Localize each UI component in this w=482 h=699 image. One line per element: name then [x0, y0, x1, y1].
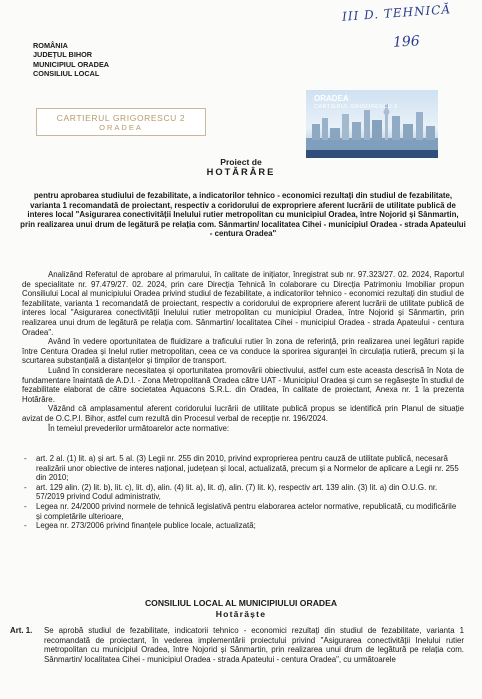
- list-item: - Legea nr. 24/2000 privind normele de tehnică legislativă pentru elaborarea actelor normative, republicată, cu modificările și completările ulterioare,: [24, 501, 457, 521]
- list-item-text: Legea nr. 24/2000 privind normele de tehnică legislativă pentru elaborarea actelor normative, republicată, cu modificările și completările ulterioare,: [36, 501, 457, 521]
- handwritten-number: 196: [392, 33, 421, 51]
- logo-left-line2: ORADEA: [99, 122, 143, 132]
- logo-right-line1: ORADEA: [314, 94, 349, 103]
- list-item-text: art. 129 alin. (2) lit. b), lit. c), lit. d), alin. (4) lit. a), lit. d), alin. (7) lit. k), respectiv art. 139 alin. (3) lit. a) din O.U.G. nr. 57/2019 privind Codul administrativ,: [36, 482, 438, 502]
- project-label: Proiect de: [220, 157, 262, 167]
- paragraph: Având în vedere oportunitatea de fluidizare a traficului rutier în zona de referință, prin realizarea unei legături rapide între Centura Oradea și Inelul rutier metropolitan, ceea ce va conduce la sporirea siguranței în circulația rutieră, precum și la scurtarea substanțială a distanțelor și timpilor de transport.: [22, 337, 464, 366]
- grigorescu-3-logo: [306, 90, 438, 158]
- paragraph: Luând în considerare necesitatea și oportunitatea promovării obiectivului, astfel cum este aceasta descrisă în Nota de fundamentare înaintată de A.D.I. - Zona Metropolitană Oradea către UAT - Municipiul Oradea și cum se regăsește în studiul de fezabilitate elaborat de către societatea Aquacons S.R.L. din Oradea, în calitate de proiectant, Anexa nr. 1 la prezenta Hotărâre.: [22, 365, 464, 404]
- decision-title: HOTĂRÂRE: [206, 167, 276, 177]
- grigorescu-2-logo: [36, 108, 206, 136]
- paragraph: Văzând că amplasamentul aferent coridorului lucrării de utilitate publică propus se identifică prin Planul de situație avizat de O.C.P.I. Bihor, astfel cum rezultă din Procesul verbal de recepție nr. 196/2024.: [22, 404, 464, 423]
- list-item: - Legea nr. 273/2006 privind finanțele publice locale, actualizată;: [24, 521, 256, 531]
- logo-left-line1: CARTIERUL GRIGORESCU 2: [56, 112, 186, 123]
- paragraph: În temeiul prevederilor următoarelor acte normative:: [48, 423, 230, 433]
- paragraph: Analizând Referatul de aprobare al primarului, în calitate de inițiator, înregistrat sub nr. 97.323/27. 02. 2024, Raportul de specialitate nr. 97.479/27. 02. 2024, prin care Direcția Tehnică în colaborare cu Direcția Patrimoniu Imobiliar propun Consiliului Local al municipiului Oradea privind studiul de fezabilitate, a indicatorilor tehnico - economici rezultați din studiul de fezabilitate, varianta 1 recomandată de proiectant, respectiv a coridorului de expropriere aferent lucrării de utilitate publică de interes local "Asigurarea conectivității Inelului rutier metropolitan cu municipiul Oradea, între Nojorid și Sânmartin, prin realizarea unui drum de legătură pe relația com. Sânmartin/ localitatea Cihei - municipiul Oradea - strada Apateului - centura Oradea".: [22, 270, 464, 337]
- logo-right-line2: CARTIERUL GRIGORESCU 3: [314, 104, 398, 110]
- header-country: ROMÂNIA: [33, 41, 68, 50]
- list-item: - art. 129 alin. (2) lit. b), lit. c), lit. d), alin. (4) lit. a), lit. d), alin. (7) lit. k), respectiv art. 139 alin. (3) lit. a) din O.U.G. nr. 57/2019 privind Codul administrativ,: [24, 482, 438, 502]
- header-county: JUDEȚUL BIHOR: [33, 50, 93, 60]
- issuer-header: [33, 41, 109, 78]
- list-item-text: art. 2 al. (1) lit. a) și art. 5 al. (3) Legii nr. 255 din 2010, privind exproprierea pentru cauză de utilitate publică, necesară realizării unor obiective de interes național, județean și local, actualizată, precum și a Normelor de aplicare a Legii nr. 255 din 2010;: [36, 454, 459, 483]
- article-1: [10, 626, 464, 664]
- council-heading: [0, 598, 482, 619]
- council-decides: Hotărăște: [215, 608, 267, 619]
- header-council: CONSILIUL LOCAL: [33, 68, 100, 78]
- legal-basis-list: [22, 454, 464, 531]
- handwritten-department-note: III D. TEHNICĂ: [341, 2, 452, 24]
- article-text: Se aprobă studiul de fezabilitate, indicatorii tehnico - economici rezultați din studiul de fezabilitate, varianta 1 recomandată de proiectant, în vederea implementării proiectului privind "Asigurarea conectivității Inelului rutier metropolitan cu municipiul Oradea, între Nojorid și Sânmartin, prin realizarea unui drum de legătură pe relația com. Sânmartin/ localitatea Cihei - municipiul Oradea - strada Apateului - centura Oradea", cu următoarele: [44, 626, 464, 664]
- header-municipality: MUNICIPIUL ORADEA: [33, 59, 110, 69]
- decision-subject: pentru aprobarea studiului de fezabilitate, a indicatorilor tehnico - economici rezultați din studiul de fezabilitate, varianta 1 recomandată de proiectant, respectiv a coridorului de expropriere aferent lucrării de utilitate publică de interes local "Asigurarea conectivității Inelului rutier metropolitan cu municipiul Oradea, între Nojorid și Sânmartin, prin realizarea unui drum de legătură pe relația com. Sânmartin/ localitatea Cihei - municipiul Oradea - strada Apateului - centura Oradea": [20, 191, 466, 239]
- council-name: CONSILIUL LOCAL AL MUNICIPIULUI ORADEA: [144, 598, 338, 608]
- preamble: [22, 270, 464, 433]
- list-item-text: Legea nr. 273/2006 privind finanțele publice locale, actualizată;: [36, 521, 256, 531]
- list-item: - art. 2 al. (1) lit. a) și art. 5 al. (3) Legii nr. 255 din 2010, privind exproprierea pentru cauză de utilitate publică, necesară realizării unor obiective de interes național, județean și local, actualizată, precum și a Normelor de aplicare a Legii nr. 255 din 2010;: [24, 454, 459, 483]
- article-label: Art. 1.: [10, 626, 33, 635]
